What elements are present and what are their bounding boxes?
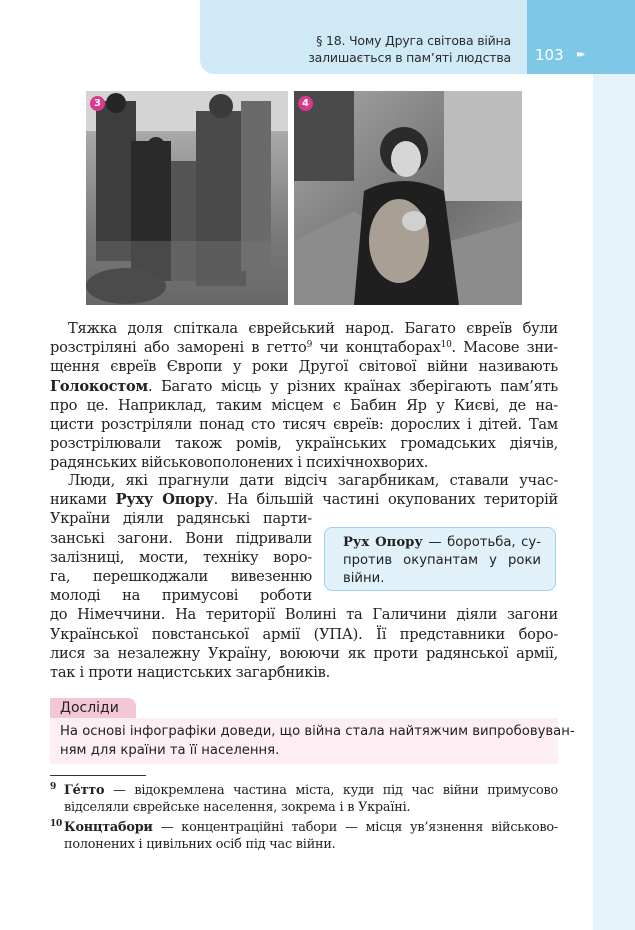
text-line: молоді на примусові роботи xyxy=(50,587,312,605)
footnote-10 xyxy=(50,819,558,853)
footnote-line: Ге́тто — відокремлена частина міста, куди під час війни примусово xyxy=(64,783,558,798)
text-line: Голокостом. Багато місць у різних країнах зберігають пам’ять xyxy=(50,377,558,395)
photo-prisoners-image xyxy=(86,91,288,305)
term-holocaust: Голокостом xyxy=(50,377,148,395)
text-line: занські загони. Вони підривали xyxy=(50,529,312,547)
definition-box xyxy=(324,527,556,591)
text-line: так і проти нацистських загарбників. xyxy=(50,664,330,682)
paragraph-holocaust xyxy=(50,319,558,473)
definition-line: против окупантам у роки xyxy=(343,553,541,568)
photo-boy-image xyxy=(294,91,522,305)
research-label: Досліди xyxy=(50,698,136,718)
footnote-number: 10 xyxy=(50,819,63,829)
research-line: ням для країни та її населення. xyxy=(60,743,280,758)
research-line: На основі інфографіки доведи, що війна стала найтяжчим випробовуван- xyxy=(60,724,575,739)
section-title-line-1: § 18. Чому Друга світова війна xyxy=(316,33,511,48)
footnote-line: відселяли єврейське населення, зокрема і в Україні. xyxy=(64,800,411,815)
text-line: щення євреїв Європи у роки Другої світової війни називають xyxy=(50,358,558,376)
text-line: Люди, які прагнули дати відсіч загарбникам, ставали учас- xyxy=(68,472,558,489)
page-number: 103 xyxy=(535,46,564,64)
text-line: залізниці, мости, техніку воро- xyxy=(50,548,312,566)
footnote-term: Концтабори xyxy=(64,820,153,835)
page-number-box xyxy=(527,0,635,74)
next-arrows-icon: ▸▸ xyxy=(577,49,584,60)
text-line: лися за незалежну Україну, воюючи як проти радянської армії, xyxy=(50,644,558,662)
photo-badge: 4 xyxy=(298,96,313,111)
text-line: Української повстанської армії (УПА). Її представники боро- xyxy=(50,625,558,643)
photo-prisoners-group xyxy=(86,91,288,305)
section-title xyxy=(211,32,511,66)
footnote-9 xyxy=(50,782,558,816)
footnote-number: 9 xyxy=(50,782,57,792)
research-task-box xyxy=(50,718,575,764)
footnote-line: полонених і цивільних осіб під час війни. xyxy=(64,837,336,852)
section-title-line-2: залишається в пам’яті людства xyxy=(308,50,511,65)
text-line: України діяли радянські парти- xyxy=(50,510,312,528)
photo-boy-ruins xyxy=(294,91,522,305)
footnote-term: Ге́тто xyxy=(64,783,105,798)
text-line: про це. Наприклад, таким місцем є Бабин Яр у Києві, де на- xyxy=(50,396,558,414)
definition-term: Рух Опору xyxy=(343,535,423,550)
text-line: до Німеччини. На території Волині та Галичини діяли загони xyxy=(50,606,558,624)
footnote-ref-9[interactable]: 9 xyxy=(306,340,313,351)
side-margin-strip xyxy=(593,74,635,930)
text-line: розстріляні або заморені в гетто$^9$ чи концтаборах$^{10}$. Масове зни- xyxy=(50,339,558,357)
text-line: га, перешкоджали вивезенню xyxy=(50,568,312,586)
text-line: розстрілювали також ромів, українських громадських діячів, xyxy=(50,435,558,453)
definition-line: війни. xyxy=(343,571,385,586)
definition-line: Рух Опору — боротьба, су- xyxy=(343,535,541,550)
text-line: никами Руху Опору. На більшій частині окупованих територій xyxy=(50,491,558,509)
text-line: цисти розстріляли понад сто тисяч євреїв: дорослих і дітей. Там xyxy=(50,416,558,434)
footnote-ref-10[interactable]: 10 xyxy=(440,340,452,351)
term-resistance: Руху Опору xyxy=(115,491,214,509)
photo-badge: 3 xyxy=(90,96,105,111)
text-line: радянських військовополонених і психічнохворих. xyxy=(50,454,429,472)
text-line: Тяжка доля спіткала єврейський народ. Багато євреїв були xyxy=(68,320,558,337)
footnote-line: Концтабори — концентраційні табори — місця ув’язнення військово- xyxy=(64,820,558,835)
footnote-divider xyxy=(50,775,146,776)
